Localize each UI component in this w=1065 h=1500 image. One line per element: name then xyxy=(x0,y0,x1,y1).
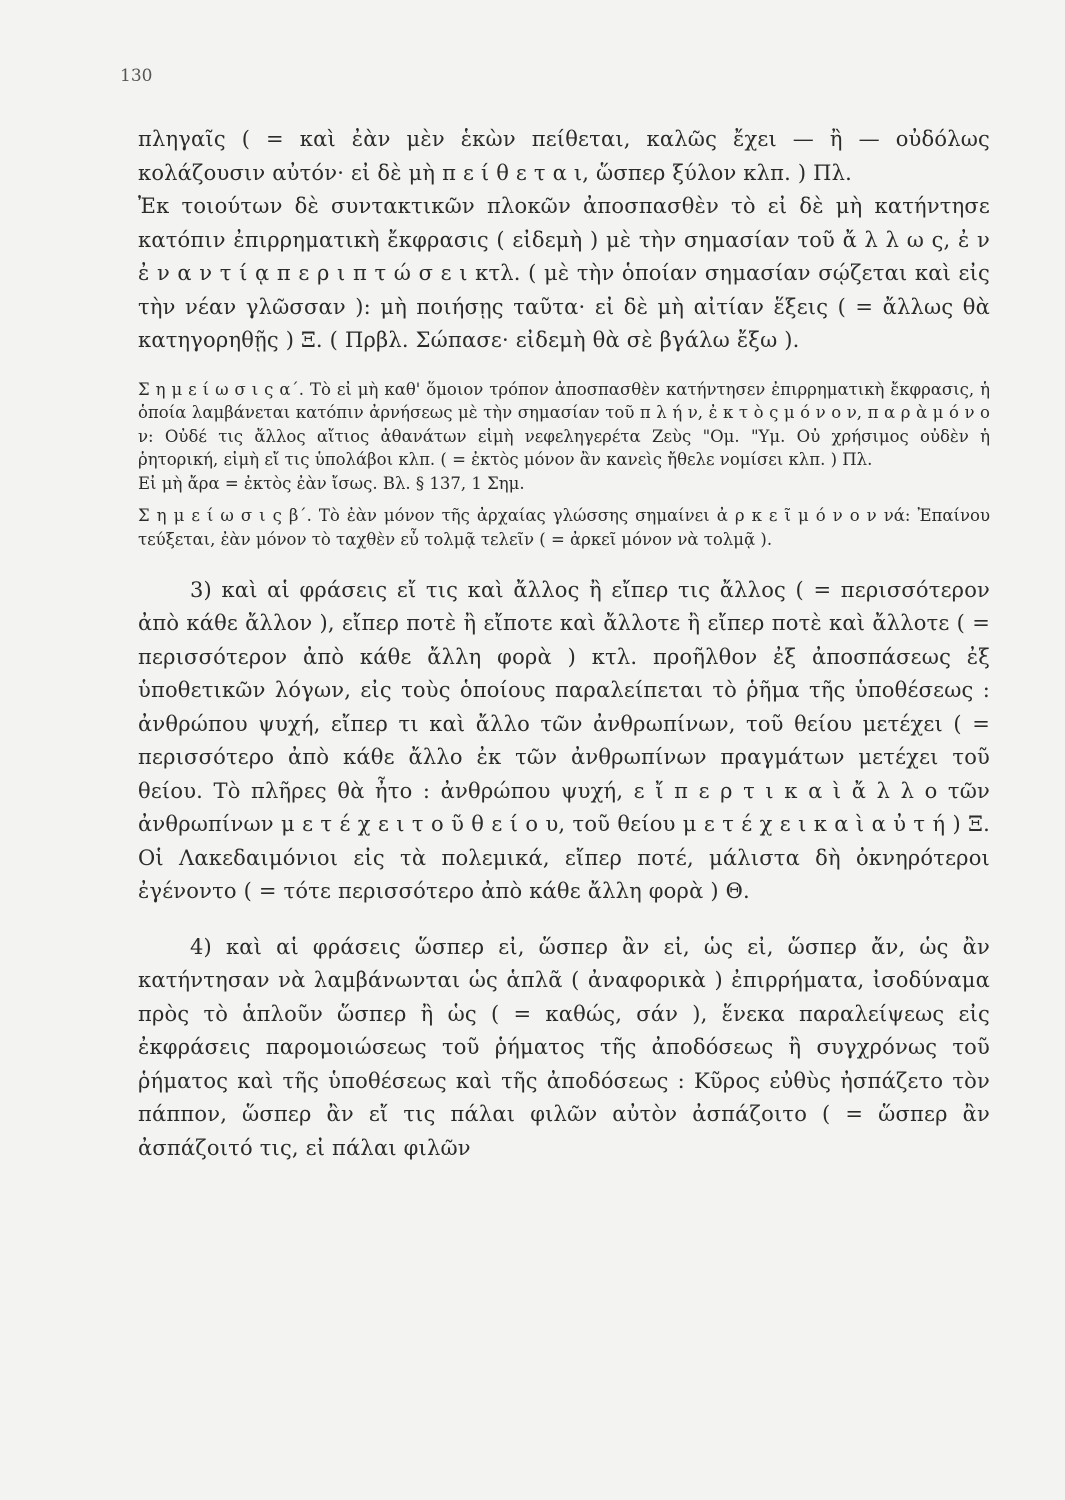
paragraph-text: Ἐκ τοιούτων δὲ συντακτικῶν πλοκῶν ἀποσπασθὲν τὸ εἰ δὲ μὴ κατήντησε κατόπιν ἐπιρρηματικὴ ἔκφρασις ( εἰδεμὴ ) μὲ τὴν σημασίαν τοῦ ἄ λ λ ω ς, ἐ ν ἐ ν α ν τ ί ᾳ π ε ρ ι π τ ώ σ ε ι κτλ. ( μὲ τὴν ὁποίαν σημασίαν σῴζεται καὶ εἰς τὴν νέαν γλῶσσαν ): μὴ ποιήσῃς ταῦτα· εἰ δὲ μὴ αἰτίαν ἕξεις ( = ἄλλως θὰ κατηγορηθῇς ) Ξ. ( Πρβλ. Σώπασε· εἰδεμὴ θὰ σὲ βγάλω ἔξω ). xyxy=(138,194,990,352)
paragraph-continuation xyxy=(138,123,990,190)
page-number: 130 xyxy=(120,66,153,86)
note-text: Σ η μ ε ί ω σ ι ς β΄. Τὸ ἐὰν μόνον τῆς ἀρχαίας γλώσσης σημαίνει ἀ ρ κ ε ῖ μ ό ν ο ν νά: Ἐπαίνου τεύξεται, ἐὰν μόνον τὸ ταχθὲν εὖ τολμᾷ τελεῖν ( = ἀρκεῖ μόνον νὰ τολμᾷ ). xyxy=(138,506,990,550)
paragraph-ei-de-me xyxy=(138,190,990,358)
note-beta xyxy=(138,504,990,551)
paragraph-3 xyxy=(138,574,990,909)
note-ei-me-ara xyxy=(138,472,990,496)
body-text xyxy=(138,123,990,1165)
paragraph-text: 3) καὶ αἱ φράσεις εἴ τις καὶ ἄλλος ἢ εἴπερ τις ἄλλος ( = περισσότερον ἀπὸ κάθε ἄλλον ), εἴπερ ποτὲ ἢ εἴποτε καὶ ἄλλοτε ἢ εἴπερ ποτὲ καὶ ἄλλοτε ( = περισσότερον ἀπὸ κάθε ἄλλη φορὰ ) κτλ. προῆλθον ἐξ ἀποσπάσεως ἐξ ὑποθετικῶν λόγων, εἰς τοὺς ὁποίους παραλείπεται τὸ ῥῆμα τῆς ὑποθέσεως : ἀνθρώπου ψυχή, εἴπερ τι καὶ ἄλλο τῶν ἀνθρωπίνων, τοῦ θείου μετέχει ( = περισσότερο ἀπὸ κάθε ἄλλο ἐκ τῶν ἀνθρωπίνων πραγμάτων μετέχει τοῦ θείου. Τὸ πλῆρες θὰ ἦτο : ἀνθρώπου ψυχή, ε ἴ π ε ρ τ ι κ α ὶ ἄ λ λ ο τῶν ἀνθρωπίνων μ ε τ έ χ ε ι τ ο ῦ θ ε ί ο υ, τοῦ θείου μ ε τ έ χ ε ι κ α ὶ α ὐ τ ή ) Ξ. Οἱ Λακεδαιμόνιοι εἰς τὰ πολεμικά, εἴπερ ποτέ, μάλιστα δὴ ὀκνηρότεροι ἐγένοντο ( = τότε περισσότερο ἀπὸ κάθε ἄλλη φορὰ ) Θ. xyxy=(138,577,990,904)
paragraph-text: 4) καὶ αἱ φράσεις ὥσπερ εἰ, ὥσπερ ἂν εἰ, ὡς εἰ, ὥσπερ ἄν, ὡς ἂν κατήντησαν νὰ λαμβάνωνται ὡς ἁπλᾶ ( ἀναφορικὰ ) ἐπιρρήματα, ἰσοδύναμα πρὸς τὸ ἁπλοῦν ὥσπερ ἢ ὡς ( = καθώς, σάν ), ἕνεκα παραλείψεως εἰς ἐκφράσεις παρομοιώσεως τοῦ ῥήματος τῆς ἀποδόσεως ἢ συγχρόνως τοῦ ῥήματος καὶ τῆς ὑποθέσεως καὶ τῆς ἀποδόσεως : Κῦρος εὐθὺς ἠσπάζετο τὸν πάππον, ὥσπερ ἂν εἴ τις πάλαι φιλῶν αὐτὸν ἀσπάζοιτο ( = ὥσπερ ἂν ἀσπάζοιτό τις, εἰ πάλαι φιλῶν xyxy=(138,934,990,1160)
note-text: Εἰ μὴ ἄρα = ἐκτὸς ἐὰν ἴσως. Βλ. § 137, 1 Σημ. xyxy=(138,473,525,493)
note-alpha xyxy=(138,378,990,472)
paragraph-4 xyxy=(138,931,990,1166)
note-text: Σ η μ ε ί ω σ ι ς α΄. Τὸ εἰ μὴ καθ' ὅμοιον τρόπον ἀποσπασθὲν κατήντησεν ἐπιρρηματικὴ ἔκφρασις, ἡ ὁποία λαμβάνεται κατόπιν ἀρνήσεως μὲ τὴν σημασίαν τοῦ π λ ή ν, ἐ κ τ ὸ ς μ ό ν ο ν, π α ρ ὰ μ ό ν ο ν: Οὐδέ τις ἄλλος αἴτιος ἀθανάτων εἰμὴ νεφεληγερέτα Ζεὺς "Ομ. "Υμ. Οὐ χρήσιμος οὐδὲν ἡ ῥητορική, εἰμὴ εἴ τις ὑπολάβοι κλπ. ( = ἐκτὸς μόνον ἂν κανεὶς ἤθελε νομίσει κλπ. ) Πλ. xyxy=(138,379,990,470)
paragraph-text: πληγαῖς ( = καὶ ἐὰν μὲν ἑκὼν πείθεται, καλῶς ἔχει — ἢ — οὐδόλως κολάζουσιν αὐτόν· εἰ δὲ μὴ π ε ί θ ε τ α ι, ὥσπερ ξύλον κλπ. ) Πλ. xyxy=(138,127,990,185)
